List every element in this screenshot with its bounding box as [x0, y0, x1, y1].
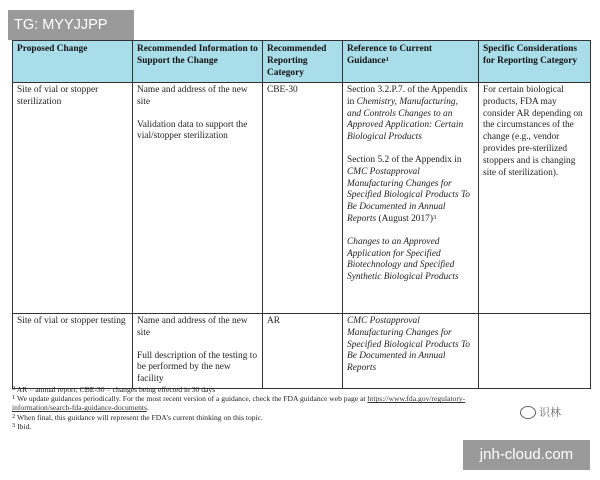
cell-reference-guidance — [343, 83, 479, 314]
table-header-row — [13, 41, 591, 83]
reference-paragraph: Changes to an Approved Application for Specified Biotechnology and Specified Synthetic Biological Products — [347, 236, 459, 283]
cell-proposed-change: Site of vial or stopper sterilization — [13, 83, 133, 314]
wechat-icon — [520, 406, 536, 419]
header-reference-guidance — [343, 41, 479, 83]
footnote-3: $^3$ Ibid. — [12, 421, 32, 431]
reference-paragraph: Section 3.2.P.7. of the Appendix in Chemistry, Manufacturing, and Controls Changes to an Approved Application: Certain Biological Products — [347, 85, 468, 143]
info-paragraph: Full description of the testing to be performed by the new facility — [137, 350, 258, 385]
reference-italic: CMC Postapproval Manufacturing Changes for Specified Biological Products To Be Documented in Annual Reports — [347, 316, 470, 374]
cell-specific-considerations: For certain biological products, FDA may consider AR depending on the circumstances of the change (e.g., vendor provides pre-sterilized stoppers and is changing site of sterilization). — [479, 83, 591, 314]
info-paragraph: Validation data to support the vial/stopper sterilization — [137, 119, 248, 142]
info-paragraph: Name and address of the new site — [137, 316, 248, 338]
cell-recommended-information — [133, 83, 263, 314]
cell-reporting-category: CBE-30 — [263, 83, 343, 314]
header-footnote-marker: 1 — [385, 55, 389, 63]
watermark-text: 识林 — [539, 406, 561, 419]
watermark — [520, 404, 561, 420]
fda-guidance-link-continued[interactable]: information/search-fda-guidance-documents — [12, 403, 147, 413]
header-specific-considerations: Specific Considerations for Reporting Category — [479, 41, 591, 83]
header-reference-label: Reference to Current Guidance — [347, 44, 433, 66]
reference-paragraph: Section 5.2 of the Appendix in CMC Postapproval Manufacturing Changes for Specified Biological Products To Be Documented in Annual Reports (August 2017)$^3$ — [347, 154, 470, 224]
header-reporting-category: Recommended Reporting Category — [263, 41, 343, 83]
header-recommended-information: Recommended Information to Support the Change — [133, 41, 263, 83]
cell-recommended-information — [133, 314, 263, 389]
footnotes — [12, 385, 572, 431]
overlay-tag: TG: MYYJJPP — [8, 10, 134, 40]
cell-reporting-category: AR — [263, 314, 343, 389]
header-proposed-change: Proposed Change — [13, 41, 133, 83]
footnote-0: $^0$ AR = annual report; CBE-30 = changes being effected in 30 days — [12, 385, 216, 394]
table-row — [13, 314, 591, 389]
fda-guidance-link[interactable]: https://www.fda.gov/regulatory- — [367, 394, 466, 404]
footnote-1: $^1$ We update guidances periodically. For the most recent version of a guidance, check the FDA guidance web page at https://www.fda.gov/regulatory- — [12, 394, 466, 404]
cell-specific-considerations — [479, 314, 591, 389]
table-row — [13, 83, 591, 314]
footnote-1-continued: information/search-fda-guidance-documents. — [12, 403, 149, 413]
footnote-2: $^2$ When final, this guidance will represent the FDA’s current thinking on this topic. — [12, 412, 263, 422]
cell-reference-guidance — [343, 314, 479, 389]
info-paragraph: Name and address of the new site — [137, 85, 248, 107]
guidance-table — [12, 40, 591, 389]
cell-proposed-change: Site of vial or stopper testing — [13, 314, 133, 389]
domain-banner: jnh-cloud.com — [463, 440, 590, 470]
